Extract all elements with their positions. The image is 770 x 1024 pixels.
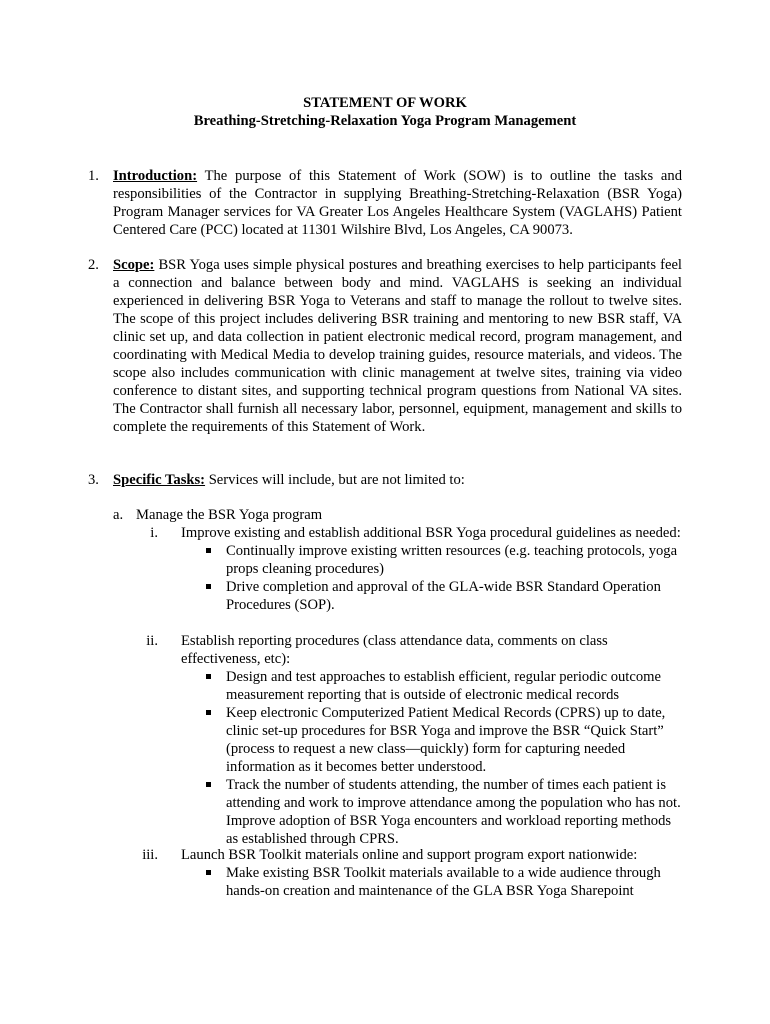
list-item: Make existing BSR Toolkit materials available to a wide audience through hands-on creation and maintenance of the GLA BSR Yoga Sharepoint: [226, 864, 682, 900]
bullet-square-icon: [206, 870, 211, 875]
task-a: [113, 506, 683, 524]
list-item: Track the number of students attending, the number of times each patient is attending and work to improve attendance among the population who has not. Improve adoption of BSR Yoga encounters and workload reporting methods as established through CPRS.: [226, 776, 682, 848]
section-number: 2.: [88, 257, 99, 273]
bullet-square-icon: [206, 710, 211, 715]
item-text: Establish reporting procedures (class attendance data, comments on class effectiveness, etc):: [181, 633, 608, 667]
item-numeral: ii.: [146, 633, 158, 649]
item-text: Launch BSR Toolkit materials online and support program export nationwide:: [181, 847, 638, 863]
section-introduction: [88, 167, 682, 239]
section-text: Services will include, but are not limited to:: [205, 472, 465, 488]
item-text: Improve existing and establish additional BSR Yoga procedural guidelines as needed:: [181, 525, 681, 541]
section-number: 3.: [88, 472, 99, 488]
section-scope: [88, 256, 682, 436]
section-specific-tasks: [88, 471, 682, 489]
bullet-list: [136, 542, 682, 614]
document-subtitle: Breathing-Stretching-Relaxation Yoga Program Management: [193, 113, 577, 129]
bullet-square-icon: [206, 674, 211, 679]
section-number: 1.: [88, 168, 99, 184]
item-numeral: iii.: [142, 847, 158, 863]
section-body: [113, 256, 682, 436]
bullet-list: [136, 864, 682, 900]
list-item: Design and test approaches to establish efficient, regular periodic outcome measurement reporting that is outside of electronic medical records: [226, 668, 682, 704]
bullet-square-icon: [206, 584, 211, 589]
bullet-square-icon: [206, 548, 211, 553]
task-letter: a.: [113, 507, 124, 523]
task-item-iii: [136, 846, 682, 900]
task-label: Manage the BSR Yoga program: [136, 507, 323, 523]
section-heading: Scope:: [113, 257, 155, 273]
document-title: STATEMENT OF WORK: [303, 95, 467, 111]
section-heading: Specific Tasks:: [113, 472, 206, 488]
item-numeral: i.: [150, 525, 158, 541]
list-item: Keep electronic Computerized Patient Medical Records (CPRS) up to date, clinic set-up procedures for BSR Yoga and improve the BSR “Quick Start” (process to request a new class—quickly) form for capturing needed information as it becomes better understood.: [226, 704, 682, 776]
section-body: [113, 167, 682, 239]
list-item: Continually improve existing written resources (e.g. teaching protocols, yoga props cleaning procedures): [226, 542, 682, 578]
list-item: Drive completion and approval of the GLA-wide BSR Standard Operation Procedures (SOP).: [226, 578, 682, 614]
bullet-list: [136, 668, 682, 848]
section-text: The purpose of this Statement of Work (SOW) is to outline the tasks and responsibilities of the Contractor in supplying Breathing-Stretching-Relaxation (BSR Yoga) Program Manager services for VA Greater Los Angeles Healthcare System (VAGLAHS) Patient Centered Care (PCC) located at 11301 Wilshire Blvd, Los Angeles, CA 90073.: [113, 168, 682, 238]
section-heading: Introduction:: [113, 168, 198, 184]
section-text: BSR Yoga uses simple physical postures and breathing exercises to help participants feel a connection and balance between body and mind. VAGLAHS is seeking an individual experienced in delivering BSR Yoga to Veterans and staff to manage the rollout to twelve sites. The scope of this project includes delivering BSR training and mentoring to new BSR staff, VA clinic set up, and data collection in patient electronic medical record, program management, and coordinating with Medical Media to develop training guides, resource materials, and videos. The scope also includes communication with clinic management at twelve sites, training via video conference to distant sites, and supporting technical program questions from National VA sites. The Contractor shall furnish all necessary labor, personnel, equipment, management and skills to complete the requirements of this Statement of Work.: [113, 257, 682, 435]
task-item-i: [136, 524, 682, 614]
section-body: [113, 471, 682, 489]
bullet-square-icon: [206, 782, 211, 787]
task-item-ii: [136, 632, 682, 848]
